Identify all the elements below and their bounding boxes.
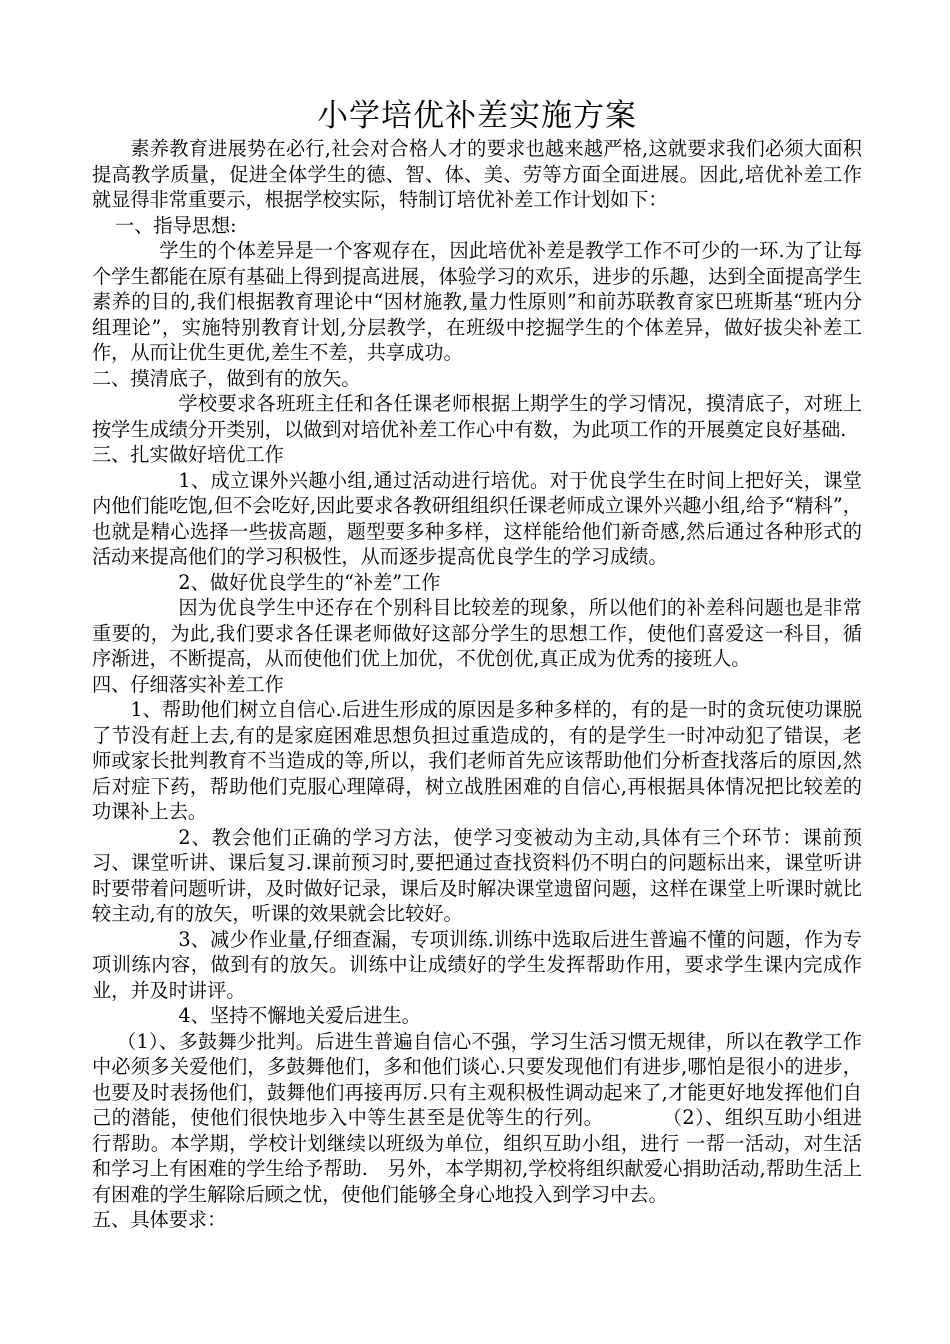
intro-paragraph: 素养教育进展势在必行,社会对合格人才的要求也越来越严格,这就要求我们必须大面积提高教学质量，促进全体学生的德、智、体、美、劳等方面全面进展。因此,培优补差工作就显得非常重要示，根据学校实际，特制订培优补差工作计划如下： xyxy=(92,137,862,211)
section-4-subheading-4: 4、坚持不懈地关爱后进生。 xyxy=(178,1004,421,1027)
section-4-paragraph-2: 2、教会他们正确的学习方法，使学习变被动为主动,具体有三个环节：课前预习、课堂听讲、课后复习.课前预习时,要把通过查找资料仍不明白的问题标出来，课堂听讲时要带着问题听讲，及时做好记录，课后及时解决课堂遗留问题，这样在课堂上听课时就比较主动,有的放矢，听课的效果就会比较好。 xyxy=(92,825,862,925)
section-2-heading: 二、摸清底子，做到有的放矢。 xyxy=(92,366,361,390)
section-1-heading: 一、指导思想: xyxy=(115,213,237,237)
section-3-paragraph-1: 1、成立课外兴趣小组,通过活动进行培优。对于优良学生在时间上把好关，课堂内他们能吃饱,但不会吃好,因此要求各教研组组织任课老师成立课外兴趣小组,给予“精科”，也就是精心选择一些拔高题，题型要多种多样，这样能给他们新奇感,然后通过各种形式的活动来提高他们的学习积极性，从而逐步提高优良学生的学习成绩。 xyxy=(92,468,862,568)
section-4-heading: 四、仔细落实补差工作 xyxy=(92,672,284,696)
section-1-body: 学生的个体差异是一个客观存在，因此培优补差是教学工作不可少的一环.为了让每个学生都能在原有基础上得到提高进展，体验学习的欢乐，进步的乐趣，达到全面提高学生素养的目的,我们根据教育理论中“因材施教,量力性原则”和前苏联教育家巴班斯基“班内分组理论”，实施特别教育计划,分层教学，在班级中挖掘学生的个体差异，做好拔尖补差工作，从而让优生更优,差生不差，共享成功。 xyxy=(92,239,862,364)
section-3-heading: 三、扎实做好培优工作 xyxy=(92,443,284,466)
section-3-subheading-2: 2、做好优良学生的“补差”工作 xyxy=(178,570,441,594)
section-5-heading: 五、具体要求： xyxy=(92,1208,227,1231)
section-3-paragraph-2: 因为优良学生中还存在个别科目比较差的现象，所以他们的补差科问题也是非常重要的，为此,我们要求各任课老师做好这部分学生的思想工作，使他们喜爱这一科目，循序渐进，不断提高，从而使他们优上加优，不优创优,真正成为优秀的接班人。 xyxy=(92,596,862,670)
document-page xyxy=(92,96,862,1233)
section-2-body: 学校要求各班班主任和各任课老师根据上期学生的学习情况，摸清底子，对班上按学生成绩分开类别，以做到对培优补差工作心中有数，为此项工作的开展奠定良好基础. xyxy=(92,392,862,441)
document-title: 小学培优补差实施方案 xyxy=(317,98,637,134)
section-4-paragraph-3: 3、减少作业量,仔细查漏，专项训练.训练中选取后进生普遍不懂的问题，作为专项训练内容，做到有的放矢。训练中让成绩好的学生发挥帮助作用，要求学生课内完成作业，并及时讲评。 xyxy=(92,927,862,1002)
section-4-paragraph-1: 1、帮助他们树立自信心.后进生形成的原因是多种多样的，有的是一时的贪玩使功课脱了节没有赶上去,有的是家庭困难思想负担过重造成的，有的是学生一时冲动犯了错误，老师或家长批判教育不当造成的等,所以，我们老师首先应该帮助他们分析查找落后的原因,然后对症下药，帮助他们克服心理障碍，树立战胜困难的自信心,再根据具体情况把比较差的功课补上去。 xyxy=(92,698,862,823)
section-4-paragraph-4: （1）、多鼓舞少批判。后进生普遍自信心不强，学习生活习惯无规律，所以在教学工作中必须多关爱他们，多鼓舞他们，多和他们谈心.只要发现他们有进步,哪怕是很小的进步，也要及时表扬他们，鼓舞他们再接再厉.只有主观积极性调动起来了,才能更好地发挥他们自己的潜能，使他们很快地步入中等生甚至是优等生的行列。 （2）、组织互助小组进行帮助。本学期，学校计划继续以班级为单位，组织互助小组，进行 一帮一活动，对生活和学习上有困难的学生给予帮助. 另外，本学期初,学校将组织献爱心捐助活动,帮助生活上有困难的学生解除后顾之忧，使他们能够全身心地投入到学习中去。 xyxy=(92,1029,862,1206)
